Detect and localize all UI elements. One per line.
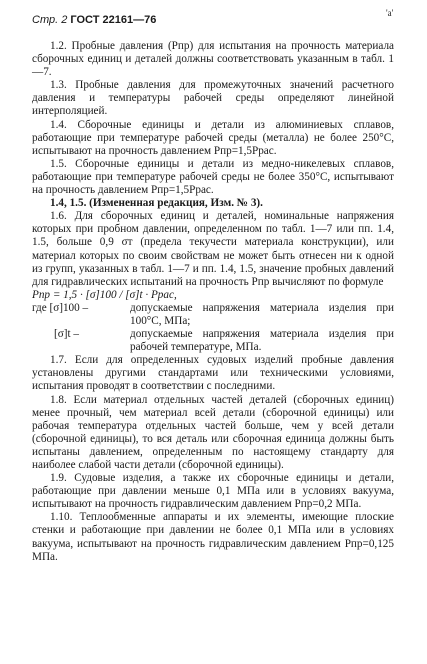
paragraph-1-9: 1.9. Судовые изделия, а также их сборочные единицы и детали, работающие при давлении меньше 0,1 МПа или в условиях вакуума, испытывают на прочность гидравлическим давлением Pпр=0,2 МПа.: [32, 472, 394, 511]
paragraph-1-10: 1.10. Теплообменные аппараты и их элементы, имеющие плоские стенки и работающие при давлении не более 0,1 МПа или в условиях вакуума, испытывают на прочность гидравлическим давлением Pпр=0,125 МПа.: [32, 511, 394, 563]
paragraph-1-6: 1.6. Для сборочных единиц и деталей, номинальные напряжения которых при пробном давлении, определенном по табл. 1—7 или пп. 1.4, 1.5, больше 0,9 σт (предела текучести материала конструкции), или материал которых по своим свойствам не может быть отнесен ни к одной из групп, указанных в табл. 1—7 и пп. 1.4, 1.5, значение пробных давлений для гидравлических испытаний на прочность Pпр вычисляют по формуле: [32, 210, 394, 288]
definition-term: где [σ]100 –: [32, 301, 89, 314]
paragraph-1-3: 1.3. Пробные давления для промежуточных значений расчетного давления и температуры рабочей среды определяют линейной интерполяцией.: [32, 79, 394, 118]
paragraph-1-5: 1.5. Сборочные единицы и детали из медно-никелевых сплавов, работающие при температуре рабочей среды не более 350°С, испытывают на прочность давлением Pпр=1,5Pрас.: [32, 157, 394, 197]
formula: Pпр = 1,5 · [σ]100 / [σ]t · Pрас,: [32, 288, 177, 301]
definition-text: допускаемые напряжения материала изделия при 100°С, МПа;: [130, 301, 394, 327]
amendment-note: 1.4, 1.5. (Измененная редакция, Изм. № 3).: [50, 197, 263, 210]
definition-text: допускаемые напряжения материала изделия при рабочей температуре, МПа.: [130, 328, 394, 354]
standard-number: ГОСТ 22161—76: [70, 14, 157, 26]
paragraph-1-2: 1.2. Пробные давления (Pпр) для испытания на прочность материала сборочных единиц и деталей должны соответствовать указанным в табл. 1—7.: [32, 40, 394, 79]
definition-sigma-100: [32, 302, 394, 328]
definition-sigma-t: [32, 328, 394, 354]
corner-mark: 'a': [386, 8, 394, 18]
paragraph-1-8: 1.8. Если материал отдельных частей деталей (сборочных единиц) менее прочный, чем материал всей детали (сборочной единицы) или рабочая температура отдельных частей больше, чем у всей детали (сборочной единицы), то вся деталь или сборочная единица должны быть испытаны давлением, определенным по настоящему стандарту для наиболее слабой части детали (сборочной единицы).: [32, 393, 394, 471]
body-text: [32, 40, 394, 564]
paragraph-1-4: 1.4. Сборочные единицы и детали из алюминиевых сплавов, работающие при температуре рабочей среды (металла) не более 250°С, испытывают на прочность давлением Pпр=1,5Pрас.: [32, 118, 394, 157]
paragraph-1-7: 1.7. Если для определенных судовых изделий пробные давления установлены другими стандартами или техническими условиями, испытания проводят в соответствии с последними.: [32, 354, 394, 393]
definition-term: [σ]t –: [54, 328, 79, 341]
page-header: [32, 14, 156, 26]
page-label: Стр. 2: [32, 14, 68, 26]
